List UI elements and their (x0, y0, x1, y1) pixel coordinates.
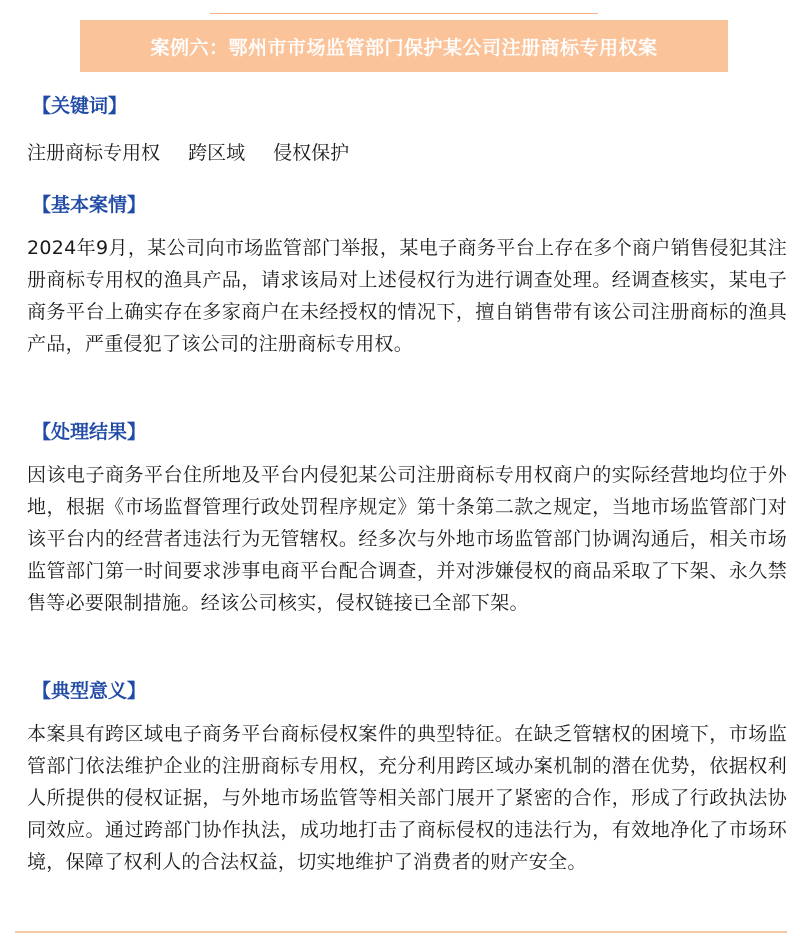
title-banner (80, 20, 728, 72)
basic-facts-heading: 【基本案情】 (32, 194, 147, 216)
significance-body: 本案具有跨区域电子商务平台商标侵权案件的典型特征。在缺乏管辖权的困境下，市场监管部门依法维护企业的注册商标专用权，充分利用跨区域办案机制的潜在优势，依据权利人所提供的侵权证据，与外地市场监管等相关部门展开了紧密的合作，形成了行政执法协同效应。通过跨部门协作执法，成功地打击了商标侵权的违法行为，有效地净化了市场环境，保障了权利人的合法权益，切实地维护了消费者的财产安全。 (27, 723, 787, 873)
page-title: 案例六：鄂州市市场监管部门保护某公司注册商标专用权案 (150, 36, 658, 59)
keyword-item: 侵权保护 (273, 142, 350, 164)
result-body: 因该电子商务平台住所地及平台内侵犯某公司注册商标专用权商户的实际经营地均位于外地，根据《市场监督管理行政处罚程序规定》第十条第二款之规定，当地市场监管部门对该平台内的经营者违法行为无管辖权。经多次与外地市场监管部门协调沟通后，相关市场监管部门第一时间要求涉事电商平台配合调查，并对涉嫌侵权的商品采取了下架、永久禁售等必要限制措施。经该公司核实，侵权链接已全部下架。 (27, 464, 787, 614)
basic-facts-body: 2024年9月，某公司向市场监管部门举报，某电子商务平台上存在多个商户销售侵犯其注册商标专用权的渔具产品，请求该局对上述侵权行为进行调查处理。经调查核实，某电子商务平台上确实存在多家商户在未经授权的情况下，擅自销售带有该公司注册商标的渔具产品，严重侵犯了该公司的注册商标专用权。 (27, 237, 787, 355)
keywords-heading: 【关键词】 (32, 95, 128, 117)
keyword-item: 跨区域 (188, 142, 246, 164)
bottom-divider (15, 931, 787, 933)
result-heading: 【处理结果】 (32, 421, 147, 443)
keyword-item: 注册商标专用权 (27, 142, 161, 164)
significance-heading: 【典型意义】 (32, 680, 147, 702)
top-divider (210, 13, 598, 14)
keywords-list (27, 137, 371, 169)
